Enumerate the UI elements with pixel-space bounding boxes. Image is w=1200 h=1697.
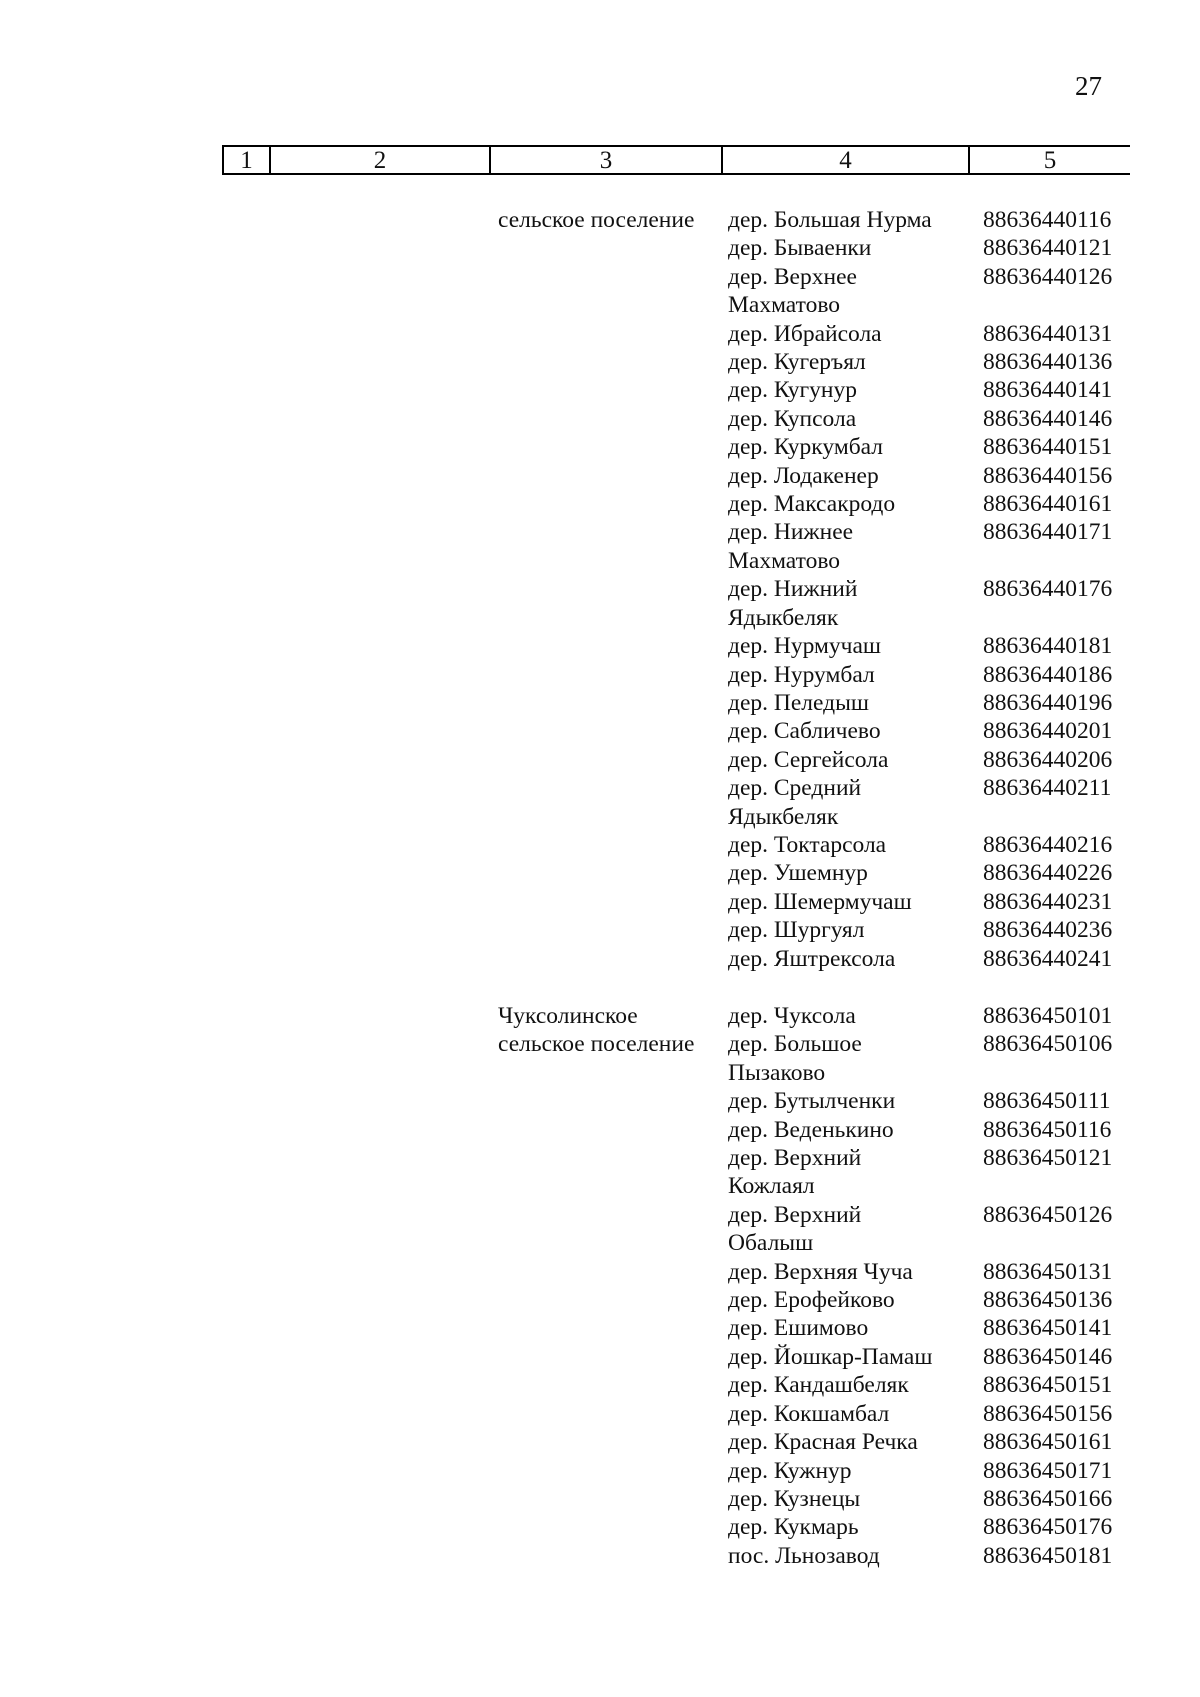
list-item (728, 945, 1148, 973)
oktmo-code: 88636440181 (983, 633, 1113, 660)
column-number-header (222, 145, 1130, 175)
list-item (728, 746, 1148, 774)
locality-name: дер. Ерофейково (728, 1287, 895, 1314)
locality-name: дер. Шургуял (728, 917, 865, 944)
list-item (728, 1457, 1148, 1485)
list-item (728, 689, 1148, 717)
locality-name: дер. Кокшамбал (728, 1400, 890, 1427)
page-number: 27 (1075, 71, 1102, 101)
list-item (728, 1030, 1148, 1087)
oktmo-code: 88636440186 (983, 661, 1113, 688)
oktmo-code: 88636440146 (983, 405, 1113, 432)
list-item (728, 1485, 1148, 1513)
list-item (728, 1400, 1148, 1428)
locality-name: дер. Сабличево (728, 718, 881, 745)
locality-name: пос. Льнозавод (728, 1542, 880, 1569)
list-item (728, 348, 1148, 376)
list-item (728, 774, 1148, 831)
list-item (728, 575, 1148, 632)
list-item (728, 1201, 1148, 1258)
locality-name: дер. Ушемнур (728, 860, 868, 887)
locality-name: дер. Кугунур (728, 377, 858, 404)
oktmo-code: 88636440226 (983, 860, 1113, 887)
locality-name: дер. Средний Ядыкбеляк (728, 775, 862, 830)
list-item (728, 1542, 1148, 1570)
oktmo-code: 88636450171 (983, 1457, 1113, 1484)
list-item (728, 376, 1148, 404)
locality-name: дер. Ешимово (728, 1315, 869, 1342)
locality-name: дер. Сергейсола (728, 746, 889, 773)
column-number-2: 2 (373, 147, 387, 174)
list-item (728, 263, 1148, 320)
oktmo-code: 88636440116 (983, 207, 1112, 233)
oktmo-code: 88636440171 (983, 519, 1113, 546)
oktmo-code: 88636440161 (983, 491, 1113, 518)
oktmo-code: 88636440151 (983, 434, 1113, 461)
locality-name: дер. Йошкар-Памаш (728, 1343, 933, 1370)
list-item (728, 462, 1148, 490)
oktmo-code: 88636440136 (983, 349, 1113, 376)
locality-name: дер. Яштрексола (728, 945, 896, 972)
locality-name: дер. Бутылченки (728, 1088, 896, 1115)
locality-name: дер. Верхний Кожлаял (728, 1145, 862, 1200)
list-item (728, 1428, 1148, 1456)
list-item (728, 661, 1148, 689)
column-number-4: 4 (839, 147, 852, 174)
locality-name: дер. Нурмучаш (728, 633, 881, 660)
list-item (728, 320, 1148, 348)
oktmo-code: 88636450166 (983, 1485, 1113, 1512)
locality-name: дер. Большое Пызаково (728, 1031, 862, 1086)
oktmo-code: 88636440156 (983, 462, 1113, 489)
list-item (728, 518, 1148, 575)
oktmo-code: 88636450121 (983, 1145, 1113, 1172)
oktmo-code: 88636450131 (983, 1258, 1113, 1285)
locality-name: дер. Кузнецы (728, 1485, 861, 1512)
list-item (728, 1144, 1148, 1201)
list-item (728, 433, 1148, 461)
oktmo-code: 88636440206 (983, 746, 1113, 773)
list-item (728, 1286, 1148, 1314)
list-item (728, 916, 1148, 944)
list-item (728, 1258, 1148, 1286)
list-item (728, 206, 1148, 234)
oktmo-code: 88636440141 (983, 377, 1113, 404)
locality-name: дер. Большая Нурма (728, 207, 932, 233)
oktmo-code: 88636450146 (983, 1343, 1113, 1370)
settlement-list (728, 1002, 1148, 1570)
list-item (728, 1087, 1148, 1115)
locality-name: дер. Нурумбал (728, 661, 875, 688)
oktmo-code: 88636450136 (983, 1287, 1113, 1314)
locality-name: дер. Ибрайсола (728, 320, 882, 347)
oktmo-code: 88636450126 (983, 1201, 1113, 1228)
oktmo-code: 88636450156 (983, 1400, 1113, 1427)
list-item (728, 234, 1148, 262)
oktmo-code: 88636440176 (983, 576, 1113, 603)
list-item (728, 632, 1148, 660)
oktmo-code: 88636440241 (983, 945, 1113, 972)
oktmo-code: 88636440126 (983, 263, 1113, 290)
oktmo-code: 88636450176 (983, 1514, 1113, 1541)
list-item (728, 888, 1148, 916)
list-item (728, 1371, 1148, 1399)
column-number-1: 1 (240, 147, 253, 174)
locality-name: дер. Токтарсола (728, 831, 887, 858)
oktmo-code: 88636450141 (983, 1315, 1113, 1342)
locality-name: дер. Нижний Ядыкбеляк (728, 576, 858, 631)
list-item (728, 1314, 1148, 1342)
list-item (728, 717, 1148, 745)
column-number-3: 3 (599, 147, 613, 174)
locality-name: дер. Красная Речка (728, 1429, 918, 1456)
oktmo-code: 88636450151 (983, 1372, 1113, 1399)
locality-name: дер. Лодакенер (728, 462, 879, 489)
oktmo-code: 88636440196 (983, 689, 1113, 716)
settlement-list (728, 206, 1148, 973)
locality-name: дер. Кукмарь (728, 1514, 859, 1541)
oktmo-code: 88636440211 (983, 775, 1112, 802)
oktmo-code: 88636450101 (983, 1003, 1113, 1029)
oktmo-code: 88636440131 (983, 320, 1113, 347)
settlement-name: Чуксолинское сельское поселение (498, 1003, 695, 1058)
locality-name: дер. Кугеръял (728, 349, 866, 376)
oktmo-code: 88636440216 (983, 831, 1113, 858)
locality-name: дер. Верхнее Махматово (728, 263, 857, 319)
column-number-5: 5 (1043, 147, 1057, 174)
oktmo-code: 88636450111 (983, 1088, 1111, 1115)
locality-name: дер. Верхняя Чуча (728, 1258, 913, 1285)
oktmo-code: 88636440236 (983, 917, 1113, 944)
oktmo-code: 88636450161 (983, 1429, 1113, 1456)
locality-name: дер. Веденькино (728, 1116, 894, 1143)
locality-name: дер. Пеледыш (728, 689, 869, 716)
oktmo-code: 88636440121 (983, 235, 1113, 262)
locality-name: дер. Купсола (728, 405, 857, 432)
list-item (728, 405, 1148, 433)
oktmo-code: 88636450106 (983, 1031, 1113, 1058)
locality-name: дер. Максакродо (728, 491, 896, 518)
settlement-name: сельское поселение (498, 207, 695, 233)
list-item (728, 1513, 1148, 1541)
list-item (728, 490, 1148, 518)
locality-name: дер. Верхний Обалыш (728, 1201, 862, 1257)
locality-name: дер. Бываенки (728, 235, 872, 262)
list-item (728, 1116, 1148, 1144)
locality-name: дер. Кандашбеляк (728, 1372, 909, 1399)
locality-name: дер. Шемермучаш (728, 888, 912, 915)
locality-name: дер. Куркумбал (728, 434, 884, 461)
oktmo-code: 88636450181 (983, 1542, 1113, 1569)
list-item (728, 859, 1148, 887)
list-item (728, 1343, 1148, 1371)
oktmo-code: 88636440201 (983, 718, 1113, 745)
locality-name: дер. Кужнур (728, 1457, 852, 1484)
list-item (728, 1002, 1148, 1030)
oktmo-code: 88636440231 (983, 888, 1113, 915)
locality-name: дер. Нижнее Махматово (728, 519, 854, 574)
oktmo-code: 88636450116 (983, 1116, 1112, 1143)
list-item (728, 831, 1148, 859)
locality-name: дер. Чуксола (728, 1003, 856, 1029)
